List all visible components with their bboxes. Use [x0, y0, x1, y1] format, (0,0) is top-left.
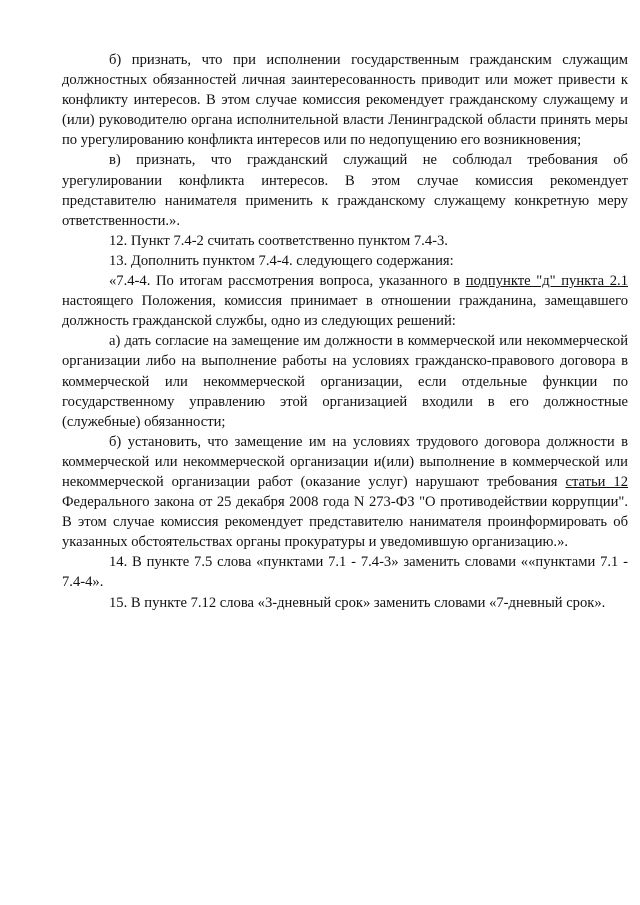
paragraph-7-4-4-after: настоящего Положения, комиссия принимает в отношении гражданина, замещавшего должность гражданской службы, одно из следующих решений: — [62, 293, 628, 330]
link-subitem-d-item-2-1[interactable]: подпункте "д" пункта 2.1 — [465, 273, 628, 290]
paragraph-b-conflict: б) признать, что при исполнении государственным гражданским служащим должностных обязанностей личная заинтересованность приводит или может привести к конфликту интересов. В этом случае комиссия рекомендует гражданскому служащему и (или) руководителю органа исполнительной власти Ленинградской области принять меры по урегулированию конфликта интересов или по недопущению его возникновения; — [62, 52, 628, 149]
paragraph-7-4-4 — [62, 271, 628, 331]
paragraph-item-15: 15. В пункте 7.12 слова «3-дневный срок» заменить словами «7-дневный срок». — [109, 594, 606, 611]
paragraph-item-12: 12. Пункт 7.4-2 считать соответственно пунктом 7.4-3. — [109, 232, 448, 249]
paragraph-a-consent: а) дать согласие на замещение им должности в коммерческой или некоммерческой организации либо на выполнение работы на условиях гражданско-правового договора в коммерческой или некоммерческой организации, если отдельные функции по государственному управлению этой организацией входили в его должностные (служебные) обязанности; — [62, 333, 628, 430]
paragraph-b-establish-after: Федерального закона от 25 декабря 2008 года N 273-ФЗ "О противодействии коррупции". В этом случае комиссия рекомендует представителю нанимателя проинформировать об указанных обстоятельствах органы прокуратуры и уведомившую организацию.». — [62, 494, 628, 551]
document-body — [62, 50, 628, 613]
paragraph-b-establish-before: б) установить, что замещение им на условиях трудового договора должности в коммерческой или некоммерческой организации и(или) выполнение в коммерческой или некоммерческой организации работ (оказание услуг) нарушают требования — [62, 433, 628, 490]
paragraph-b-establish — [62, 432, 628, 553]
link-article-12[interactable]: статьи 12 — [565, 473, 629, 490]
paragraph-v-not-observed: в) признать, что гражданский служащий не соблюдал требования об урегулировании конфликта интересов. В этом случае комиссия рекомендует представителю нанимателя применить к гражданскому служащему конкретную меру ответственности.». — [62, 152, 628, 229]
paragraph-item-13: 13. Дополнить пунктом 7.4-4. следующего содержания: — [109, 252, 454, 269]
paragraph-item-14: 14. В пункте 7.5 слова «пунктами 7.1 - 7.4-3» заменить словами ««пунктами 7.1 - 7.4-4». — [62, 554, 628, 591]
paragraph-7-4-4-before: «7.4-4. По итогам рассмотрения вопроса, указанного в — [109, 273, 466, 290]
